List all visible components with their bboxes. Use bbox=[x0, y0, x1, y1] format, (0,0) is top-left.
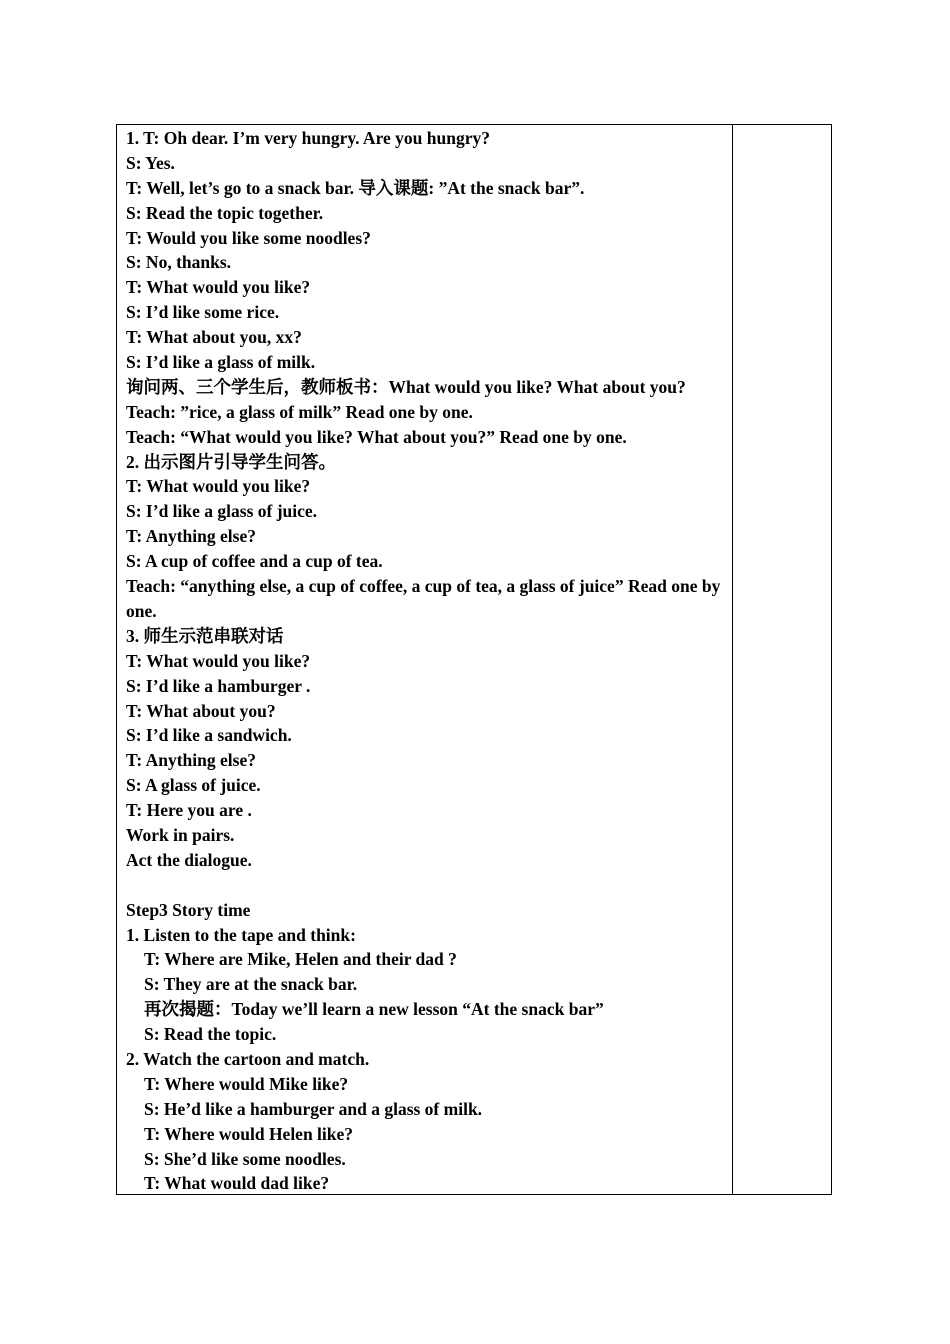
text-line: S: A glass of juice. bbox=[126, 775, 261, 796]
section-heading: 3. 师生示范串联对话 bbox=[126, 625, 284, 646]
notes-cell bbox=[733, 125, 831, 1194]
lesson-content-cell bbox=[126, 125, 726, 1196]
text-line: S: They are at the snack bar. bbox=[144, 974, 358, 995]
text-line: T: What would dad like? bbox=[144, 1173, 330, 1194]
text-line: S: I’d like a glass of milk. bbox=[126, 352, 316, 373]
step-heading: Step3 Story time bbox=[126, 899, 251, 920]
text-line: T: What would you like? bbox=[126, 277, 311, 298]
section-heading: 1. Listen to the tape and think: bbox=[126, 924, 356, 945]
text-line: T: Where would Helen like? bbox=[144, 1123, 354, 1144]
text-line: 再次揭题：Today we’ll learn a new lesson “At the snack bar” bbox=[144, 999, 604, 1020]
text-line: T: Here you are . bbox=[126, 800, 252, 821]
text-line: 1. T: Oh dear. I’m very hungry. Are you hungry? bbox=[126, 128, 490, 148]
text-line: S: I’d like some rice. bbox=[126, 302, 280, 323]
text-line: T: What would you like? bbox=[126, 650, 311, 671]
text-line: S: Read the topic together. bbox=[126, 202, 324, 223]
text-line: S: He’d like a hamburger and a glass of milk. bbox=[144, 1098, 483, 1119]
text-line: S: Read the topic. bbox=[144, 1024, 277, 1045]
text-line: S: I’d like a sandwich. bbox=[126, 725, 292, 746]
text-line: T: Where are Mike, Helen and their dad ? bbox=[144, 949, 457, 970]
text-line: S: She’d like some noodles. bbox=[144, 1148, 346, 1169]
text-line: T: What would you like? bbox=[126, 476, 311, 497]
text-line: S: I’d like a glass of juice. bbox=[126, 501, 318, 522]
blank-line bbox=[126, 873, 726, 898]
text-line: T: What about you? bbox=[126, 700, 276, 721]
text-line: Teach: “anything else, a cup of coffee, a cup of tea, a glass of juice” Read one by one. bbox=[126, 576, 721, 621]
text-line: Teach: “What would you like? What about you?” Read one by one. bbox=[126, 426, 627, 447]
section-heading: 2. 出示图片引导学生问答。 bbox=[126, 451, 336, 472]
text-line: S: I’d like a hamburger . bbox=[126, 675, 311, 696]
text-line: 询问两、三个学生后，教师板书：What would you like? What about you? bbox=[126, 376, 686, 397]
text-line: T: Anything else? bbox=[126, 526, 256, 547]
text-line: T: Anything else? bbox=[126, 750, 256, 771]
text-line: S: A cup of coffee and a cup of tea. bbox=[126, 551, 383, 572]
text-line: Work in pairs. bbox=[126, 824, 235, 845]
text-line: S: No, thanks. bbox=[126, 252, 232, 273]
text-line: T: Where would Mike like? bbox=[144, 1073, 349, 1094]
section-heading: 2. Watch the cartoon and match. bbox=[126, 1048, 370, 1069]
text-line: Act the dialogue. bbox=[126, 849, 252, 870]
text-line: T: Well, let’s go to a snack bar. 导入课题: ”At the snack bar”. bbox=[126, 177, 585, 198]
text-line: S: Yes. bbox=[126, 152, 175, 173]
lesson-table bbox=[116, 124, 832, 1195]
text-line: Teach: ”rice, a glass of milk” Read one by one. bbox=[126, 401, 473, 422]
text-line: T: What about you, xx? bbox=[126, 327, 302, 348]
text-line: T: Would you like some noodles? bbox=[126, 227, 371, 248]
